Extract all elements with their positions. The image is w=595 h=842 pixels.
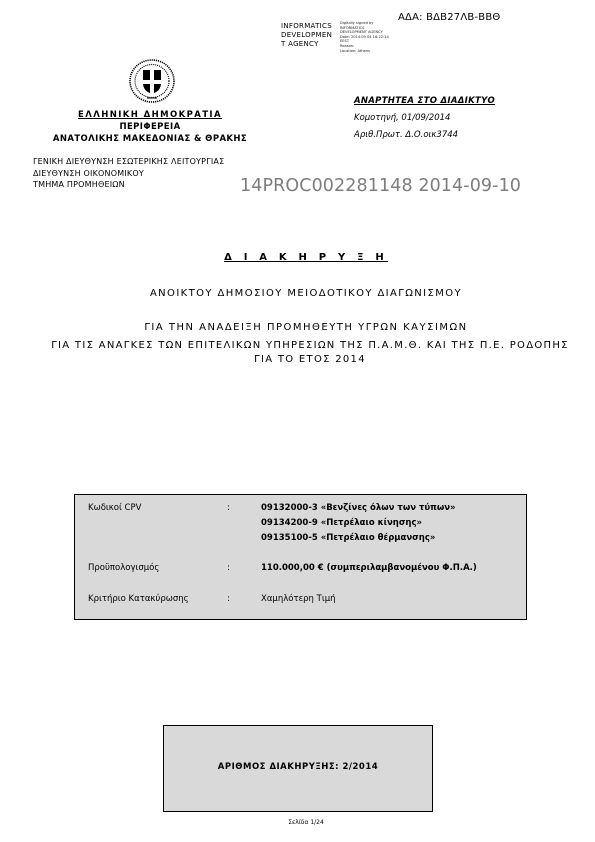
document-title: Δ Ι Α Κ Η Ρ Υ Ξ Η <box>224 252 388 263</box>
directorate: ΔΙΕΥΘΥΝΣΗ ΟΙΚΟΝΟΜΙΚΟΥ <box>33 168 144 178</box>
posting-info <box>354 93 495 144</box>
protocol-number: Αριθ.Πρωτ. Δ.Ο.οικ3744 <box>354 130 459 140</box>
signature-label <box>281 22 339 49</box>
signature-label-line: T AGENCY <box>281 40 319 48</box>
page-number: Σελίδα 1/24 <box>288 819 324 826</box>
cpv-code: 09132000-3 «Βενζίνες όλων των τύπων» <box>261 503 456 513</box>
department-info <box>33 156 224 191</box>
declaration-number: ΑΡΙΘΜΟΣ ΔΙΑΚΗΡΥΞΗΣ: 2/2014 <box>217 762 379 772</box>
cpv-code: 09134200-9 «Πετρέλαιο κίνησης» <box>261 518 423 528</box>
place-date: Κομοτηνή, 01/09/2014 <box>354 113 451 123</box>
tender-summary-box <box>74 494 527 620</box>
signature-detail-line: DEVELOPMENT AGENCY <box>340 30 383 35</box>
tender-type: ΑΝΟΙΚΤΟΥ ΔΗΜΟΣΙΟΥ ΜΕΙΟΔΟΤΙΚΟΥ ΔΙΑΓΩΝΙΣΜΟΥ <box>149 288 463 299</box>
signature-detail-line: Date: 2014.09.04 16:22:14 <box>340 34 389 39</box>
posting-notice: ΑΝΑΡΤΗΤΕΑ ΣΤΟ ΔΙΑΔΙΚΤΥΟ <box>354 96 496 106</box>
colon: : <box>227 503 230 513</box>
government-name: ΕΛΛΗΝΙΚΗ ΔΗΜΟΚΡΑΤΙΑ <box>78 110 222 120</box>
department: ΤΜΗΜΑ ΠΡΟΜΗΘΕΙΩΝ <box>33 180 125 189</box>
signature-detail-line: INFORMATICS <box>340 25 365 30</box>
general-directorate: ΓΕΝΙΚΗ ΔΙΕΥΘΥΝΣΗ ΕΣΩΤΕΡΙΚΗΣ ΛΕΙΤΟΥΡΓΙΑΣ <box>33 157 225 166</box>
region-label: ΠΕΡΙΦΕΡΕΙΑ <box>119 122 181 132</box>
greek-republic-emblem-icon <box>127 57 177 105</box>
budget-label: Προϋπολογισμός <box>88 563 160 573</box>
region-name: ΑΝΑΤΟΛΙΚΗΣ ΜΑΚΕΔΟΝΙΑΣ & ΘΡΑΚΗΣ <box>52 134 248 144</box>
cpv-label: Κωδικοί CPV <box>88 503 142 513</box>
signature-label-line: INFORMATICS <box>281 22 332 30</box>
ada-code: ΑΔΑ: ΒΔΒ27ΛΒ-ΒΒΘ <box>398 12 501 23</box>
signature-detail-line: Digitally signed by <box>340 21 374 25</box>
signature-detail-line: EEST <box>340 39 350 44</box>
colon: : <box>227 594 230 604</box>
procurement-stamp: 14PROC002281148 2014-09-10 <box>240 176 522 196</box>
colon: : <box>227 563 230 573</box>
criterion-value: Χαμηλότερη Τιμή <box>261 594 336 604</box>
declaration-number-box <box>163 725 433 812</box>
signature-detail-line: Reason: <box>340 43 355 48</box>
budget-value: 110.000,00 € (συμπεριλαμβανομένου Φ.Π.Α.) <box>261 563 477 573</box>
signature-details <box>340 21 402 53</box>
tender-scope: ΓΙΑ ΤΙΣ ΑΝΑΓΚΕΣ ΤΩΝ ΕΠΙΤΕΛΙΚΩΝ ΥΠΗΡΕΣΙΩΝ ΤΗΣ Π.Α.Μ.Θ. ΚΑΙ ΤΗΣ Π.Ε. ΡΟΔΟΠΗΣ ΓΙΑ ΤΟ ΕΤΟΣ 2014 <box>51 340 569 365</box>
cpv-code: 09135100-5 «Πετρέλαιο θέρμανσης» <box>261 533 436 543</box>
signature-label-line: DEVELOPMEN <box>281 31 333 39</box>
government-header <box>30 109 270 145</box>
signature-detail-line: Location: Athens <box>340 48 370 53</box>
tender-purpose: ΓΙΑ ΤΗΝ ΑΝΑΔΕΙΞΗ ΠΡΟΜΗΘΕΥΤΗ ΥΓΡΩΝ ΚΑΥΣΙΜΩΝ <box>144 322 468 333</box>
criterion-label: Κριτήριο Κατακύρωσης <box>88 594 189 604</box>
